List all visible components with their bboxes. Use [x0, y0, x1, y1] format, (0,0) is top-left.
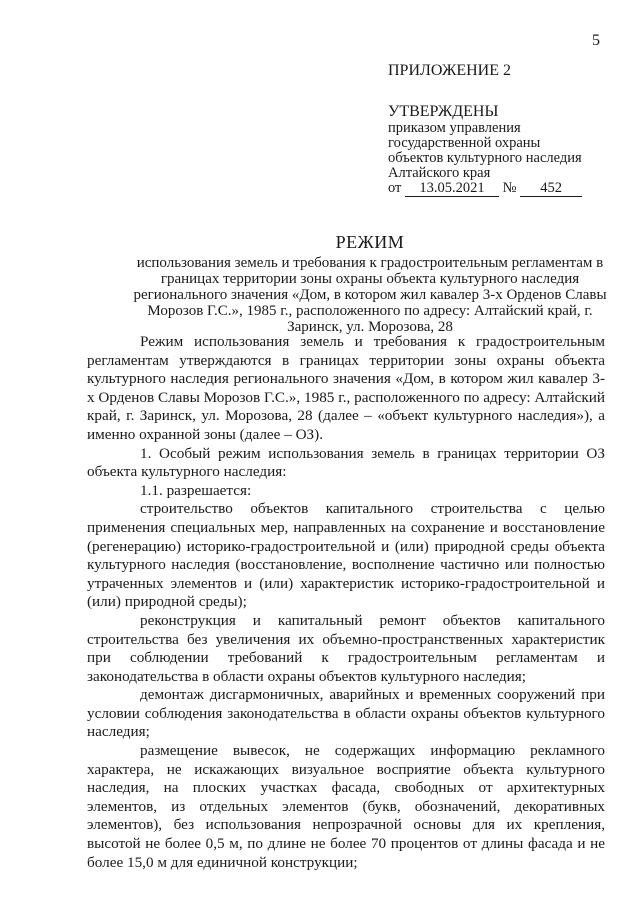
approved-heading: УТВЕРЖДЕНЫ — [388, 103, 499, 120]
document-title: РЕЖИМ — [335, 232, 405, 252]
list-item: демонтаж дисгармоничных, аварийных и временных сооружений при условии соблюдения законодательства в области охраны объектов культурного наследия; — [87, 686, 605, 741]
list-item: размещение вывесок, не содержащих информацию рекламного характера, не искажающих визуальное восприятие объекта культурного наследия, на плоских участках фасада, свободных от архитектурных элементов, из отдельных элементов (букв, обозначений, декоративных элементов), без использования непрозрачной основы для их крепления, высотой не более 0,5 м, по длине не более 70 процентов от длины фасада и не более 15,0 м для единичной конструкции; — [87, 742, 605, 871]
approval-line: объектов культурного наследия — [388, 150, 582, 166]
document-subtitle: использования земель и требования к градостроительным регламентам в границах территории зоны охраны объекта культурного наследия регионального значения «Дом, в котором жил кавалер 3-х Орденов Славы Морозов Г.С.», 1985 г., расположенного по адресу: Алтайский край, г. Заринск, ул. Морозова, 28 — [133, 255, 607, 335]
approval-block — [388, 63, 582, 197]
approval-number: 452 — [520, 181, 582, 197]
list-item: реконструкция и капитальный ремонт объектов капитального строительства без увеличения их объемно-пространственных характеристик при соблюдении требований к градостроительным регламентам и законодательства в области охраны объектов культурного наследия; — [87, 611, 605, 685]
approval-date-line — [388, 181, 582, 197]
page-number: 5 — [592, 32, 600, 49]
number-sign: № — [502, 180, 517, 196]
appendix-heading: ПРИЛОЖЕНИЕ 2 — [388, 62, 512, 79]
approval-date: 13.05.2021 — [405, 181, 499, 197]
list-item: строительство объектов капитального строительства с целью применения специальных мер, направленных на сохранение и восстановление (регенерацию) историко-градостроительной и (или) природной среды объекта культурного наследия (восстановление, восполнение частично или полностью утраченных элементов и (или) характеристик историко-градостроительной и (или) природной среды); — [87, 500, 605, 611]
document-title-block — [120, 232, 620, 335]
approval-line: Алтайского края — [388, 165, 491, 181]
approval-line: приказом управления — [388, 120, 521, 136]
date-prefix: от — [388, 180, 402, 196]
section-heading: 1. Особый режим использования земель в границах территории ОЗ объекта культурного наследия: — [87, 444, 605, 481]
document-body — [87, 333, 605, 872]
subsection-heading: 1.1. разрешается: — [140, 481, 252, 499]
approval-line: государственной охраны — [388, 135, 541, 151]
body-paragraph: Режим использования земель и требования к градостроительным регламентам утверждаются в границах территории зоны охраны объекта культурного наследия регионального значения «Дом, в котором жил кавалер 3-х Орденов Славы Морозов Г.С.», 1985 г., расположенного по адресу: Алтайский край, г. Заринск, ул. Морозова, 28 (далее – «объект культурного наследия»), а именно охранной зоны (далее – ОЗ). — [87, 333, 605, 443]
